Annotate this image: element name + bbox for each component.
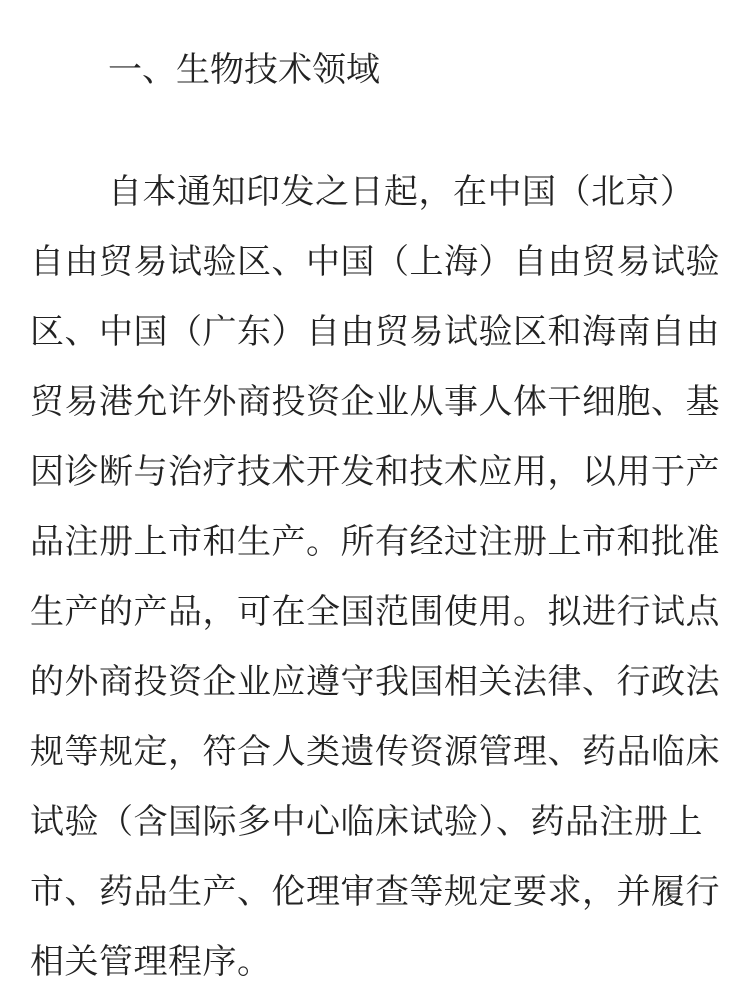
paragraph-line-12: 相关管理程序。 <box>30 942 272 982</box>
paragraph-line-10: 试验（含国际多中心临床试验）、药品注册上 <box>30 802 703 842</box>
section-heading: 一、生物技术领域 <box>108 50 380 90</box>
paragraph-line-7: 生产的产品，可在全国范围使用。拟进行试点 <box>30 592 720 632</box>
paragraph-line-9: 规等规定，符合人类遗传资源管理、药品临床 <box>30 732 720 772</box>
paragraph-line-1: 自本通知印发之日起，在中国（北京） <box>108 172 695 212</box>
paragraph-line-5: 因诊断与治疗技术开发和技术应用，以用于产 <box>30 452 720 492</box>
paragraph-line-6: 品注册上市和生产。所有经过注册上市和批准 <box>30 522 720 562</box>
paragraph-line-4: 贸易港允许外商投资企业从事人体干细胞、基 <box>30 382 720 422</box>
paragraph-line-3: 区、中国（广东）自由贸易试验区和海南自由 <box>30 312 720 352</box>
paragraph-line-2: 自由贸易试验区、中国（上海）自由贸易试验 <box>30 242 720 282</box>
paragraph-line-11: 市、药品生产、伦理审查等规定要求，并履行 <box>30 872 720 912</box>
paragraph-line-8: 的外商投资企业应遵守我国相关法律、行政法 <box>30 662 720 702</box>
